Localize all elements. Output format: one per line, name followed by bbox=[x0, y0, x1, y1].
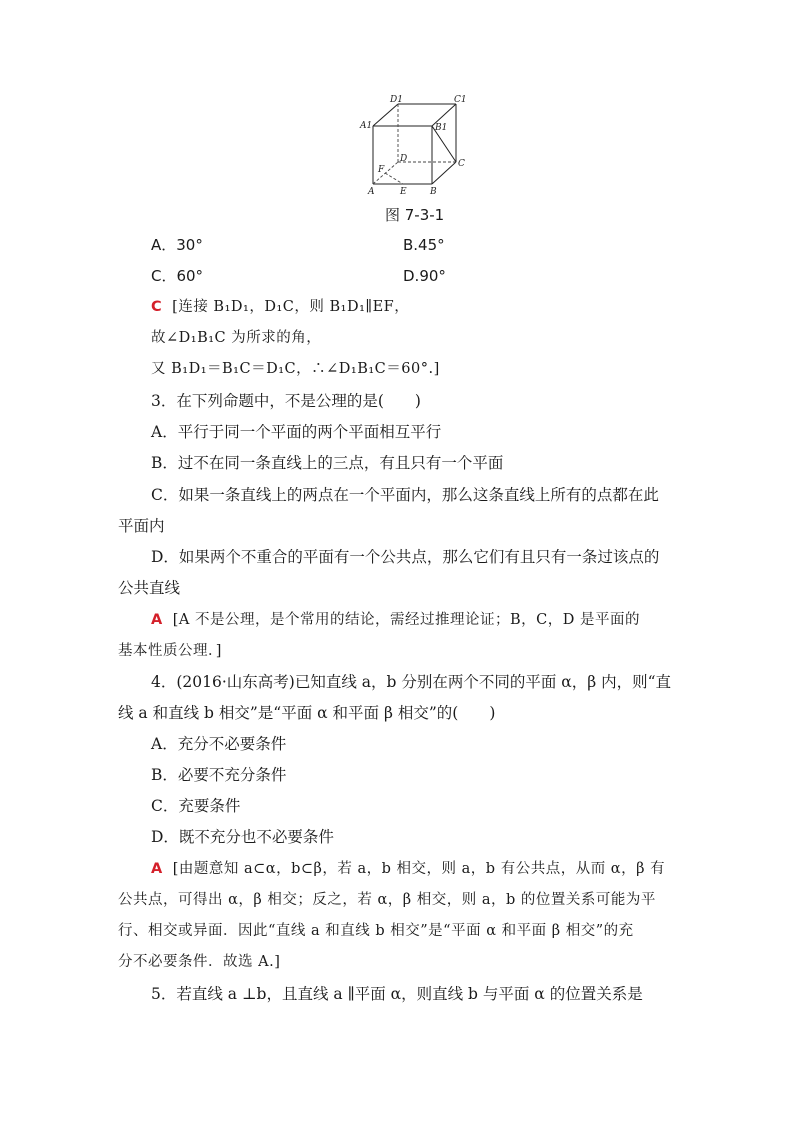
label-d: D bbox=[400, 154, 408, 164]
q2-answer-line-2: 故∠D₁B₁C 为所求的角， bbox=[151, 330, 322, 346]
q2-option-a: A．30° bbox=[151, 236, 203, 254]
q4-option-c: C．充要条件 bbox=[151, 797, 241, 815]
q2-answer-letter: C bbox=[151, 299, 163, 315]
q3-answer-line-1 bbox=[151, 609, 640, 631]
q3-option-c-line-2: 平面内 bbox=[118, 517, 165, 535]
q4-stem-line-1: 4．(2016·山东高考)已知直线 a，b 分别在两个不同的平面 α，β 内，则“直 bbox=[151, 673, 672, 691]
q2-answer-line-1 bbox=[151, 296, 409, 318]
q3-option-d-line-1: D．如果两个不重合的平面有一个公共点，那么它们有且只有一条过该点的 bbox=[151, 548, 660, 566]
q2-answer-text-1: [连接 B₁D₁，D₁C，则 B₁D₁∥EF， bbox=[172, 299, 410, 315]
q4-answer-line-4: 分不必要条件．故选 A.] bbox=[118, 954, 281, 970]
q3-option-d-line-2: 公共直线 bbox=[118, 579, 181, 597]
q4-option-b: B．必要不充分条件 bbox=[151, 766, 287, 784]
label-c: C bbox=[458, 159, 465, 169]
label-c1: C1 bbox=[454, 95, 467, 105]
q3-option-c-line-1: C．如果一条直线上的两点在一个平面内，那么这条直线上所有的点都在此 bbox=[151, 486, 659, 504]
q3-answer-line-2: 基本性质公理．] bbox=[118, 643, 222, 659]
label-b: B bbox=[430, 187, 437, 197]
q4-answer-text-1: [由题意知 a⊂α，b⊂β，若 a，b 相交，则 a，b 有公共点，从而 α，β 有 bbox=[172, 861, 666, 877]
q4-option-d: D．既不充分也不必要条件 bbox=[151, 828, 334, 846]
label-a: A bbox=[368, 187, 375, 197]
q5-stem-line-1: 5．若直线 a ⊥b，且直线 a ∥平面 α，则直线 b 与平面 α 的位置关系是 bbox=[151, 985, 643, 1003]
q3-option-a: A．平行于同一个平面的两个平面相互平行 bbox=[151, 423, 442, 441]
label-b1: B1 bbox=[435, 123, 448, 133]
q3-answer-text-1: [A 不是公理，是个常用的结论，需经过推理论证；B，C，D 是平面的 bbox=[172, 612, 640, 628]
segment-ef bbox=[385, 173, 403, 184]
cube-diagram bbox=[358, 92, 468, 202]
q2-option-d: D.90° bbox=[403, 267, 446, 285]
q4-stem-line-2: 线 a 和直线 b 相交”是“平面 α 和平面 β 相交”的( ) bbox=[118, 704, 496, 722]
q2-answer-line-3: 又 B₁D₁＝B₁C＝D₁C，∴∠D₁B₁C＝60°.] bbox=[151, 361, 440, 377]
edge-a1d1 bbox=[373, 104, 398, 126]
q4-answer-letter: A bbox=[151, 861, 163, 877]
q3-option-b: B．过不在同一条直线上的三点，有且只有一个平面 bbox=[151, 454, 504, 472]
label-e: E bbox=[400, 187, 407, 197]
label-f: F bbox=[378, 165, 385, 175]
edge-bc bbox=[432, 162, 456, 184]
q4-answer-line-2: 公共点，可得出 α，β 相交；反之，若 α，β 相交，则 a，b 的位置关系可能为平 bbox=[118, 892, 656, 908]
q4-option-a: A．充分不必要条件 bbox=[151, 735, 287, 753]
label-d1: D1 bbox=[390, 95, 403, 105]
q4-answer-line-1 bbox=[151, 858, 665, 880]
label-a1: A1 bbox=[360, 121, 373, 131]
q3-answer-letter: A bbox=[151, 612, 163, 628]
q3-stem: 3．在下列命题中，不是公理的是( ) bbox=[151, 392, 421, 410]
q2-option-b: B.45° bbox=[403, 236, 445, 254]
q4-answer-line-3: 行、相交或异面．因此“直线 a 和直线 b 相交”是“平面 α 和平面 β 相交”的充 bbox=[118, 923, 634, 939]
q2-option-c: C．60° bbox=[151, 267, 204, 285]
cube-figure bbox=[358, 92, 468, 202]
figure-caption: 图 7-3-1 bbox=[385, 206, 445, 224]
